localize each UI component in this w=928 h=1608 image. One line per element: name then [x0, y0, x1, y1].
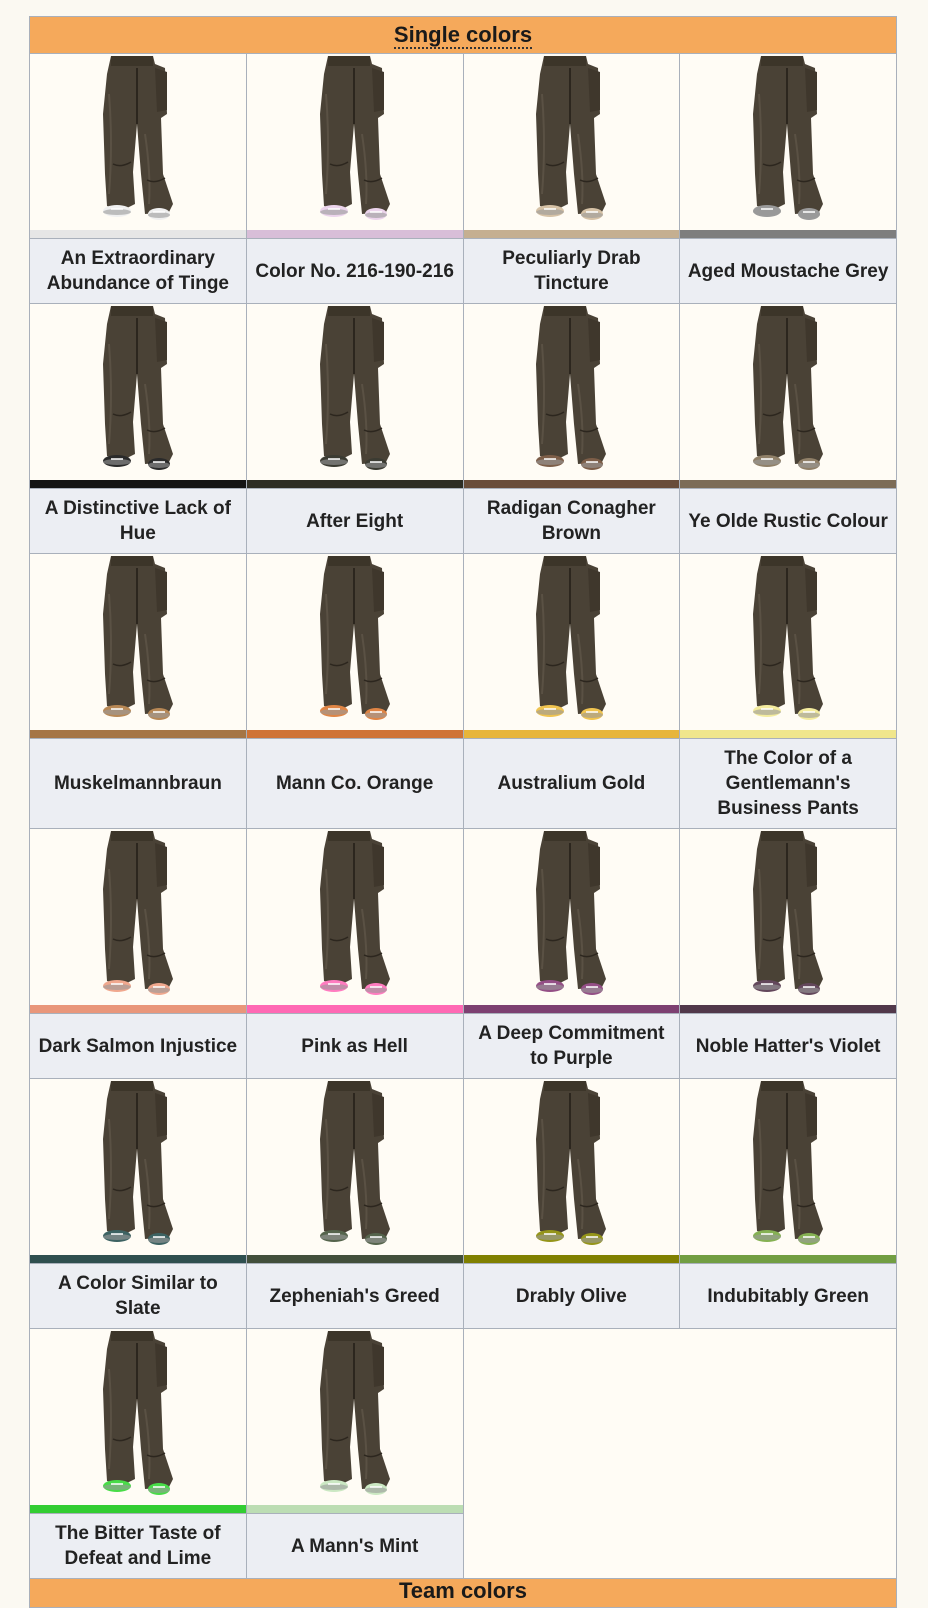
- paint-color-table: [29, 16, 897, 1608]
- paint-image-cell[interactable]: [246, 1079, 463, 1264]
- paint-image-cell[interactable]: [246, 54, 463, 239]
- paint-name-label: Zepheniah's Greed: [246, 1264, 463, 1329]
- paint-image-cell[interactable]: [30, 829, 247, 1014]
- pants-image: [93, 829, 183, 999]
- pants-image: [310, 554, 400, 724]
- paint-image-cell[interactable]: [30, 54, 247, 239]
- next-section-header: [30, 1579, 897, 1608]
- paint-name-label: Peculiarly Drab Tincture: [463, 239, 680, 304]
- paint-image-cell[interactable]: [680, 54, 897, 239]
- paint-image-cell[interactable]: [246, 554, 463, 739]
- color-swatch: [680, 1255, 896, 1263]
- color-swatch: [247, 480, 463, 488]
- paint-name-label: A Distinctive Lack of Hue: [30, 489, 247, 554]
- paint-image-cell[interactable]: [30, 554, 247, 739]
- section-header: [30, 17, 897, 54]
- color-swatch: [680, 730, 896, 738]
- color-swatch: [30, 480, 246, 488]
- paint-image-cell[interactable]: [30, 1079, 247, 1264]
- paint-name-label: A Mann's Mint: [246, 1514, 463, 1579]
- paint-name-label: Indubitably Green: [680, 1264, 897, 1329]
- color-swatch: [30, 1255, 246, 1263]
- pants-image: [310, 829, 400, 999]
- pants-image: [743, 304, 833, 474]
- paint-name-label: Aged Moustache Grey: [680, 239, 897, 304]
- color-swatch: [30, 1505, 246, 1513]
- paint-name-label: A Color Similar to Slate: [30, 1264, 247, 1329]
- paint-image-cell[interactable]: [680, 829, 897, 1014]
- pants-image: [93, 1329, 183, 1499]
- paint-image-cell[interactable]: [463, 829, 680, 1014]
- pants-image: [93, 554, 183, 724]
- color-swatch: [247, 1005, 463, 1013]
- paint-name-label: The Bitter Taste of Defeat and Lime: [30, 1514, 247, 1579]
- label-row: [30, 1264, 897, 1329]
- pants-image: [526, 829, 616, 999]
- color-swatch: [247, 1255, 463, 1263]
- paint-name-label: The Color of a Gentlemann's Business Pants: [680, 739, 897, 829]
- paint-image-cell[interactable]: [246, 829, 463, 1014]
- pants-image: [743, 1079, 833, 1249]
- pants-image: [743, 554, 833, 724]
- section-title[interactable]: Single colors: [393, 22, 533, 47]
- pants-image: [310, 304, 400, 474]
- paint-name-label: An Extraordinary Abundance of Tinge: [30, 239, 247, 304]
- paint-name-label: Australium Gold: [463, 739, 680, 829]
- pants-image: [526, 554, 616, 724]
- color-swatch: [30, 730, 246, 738]
- label-row: [30, 1014, 897, 1079]
- color-swatch: [464, 480, 680, 488]
- paint-image-cell[interactable]: [246, 1329, 463, 1514]
- next-section-title[interactable]: Team colors: [399, 1578, 527, 1603]
- pants-image: [526, 304, 616, 474]
- paint-name-label: Drably Olive: [463, 1264, 680, 1329]
- color-swatch: [247, 730, 463, 738]
- label-row: [30, 739, 897, 829]
- paint-image-cell[interactable]: [30, 304, 247, 489]
- color-swatch: [30, 1005, 246, 1013]
- paint-name-label: A Deep Commitment to Purple: [463, 1014, 680, 1079]
- color-swatch: [464, 730, 680, 738]
- paint-name-label: Mann Co. Orange: [246, 739, 463, 829]
- paint-image-cell[interactable]: [463, 54, 680, 239]
- label-row: [30, 239, 897, 304]
- paint-name-label: Radigan Conagher Brown: [463, 489, 680, 554]
- pants-image: [526, 54, 616, 224]
- image-row: [30, 1329, 897, 1514]
- color-swatch: [680, 1005, 896, 1013]
- pants-image: [310, 1329, 400, 1499]
- pants-image: [310, 54, 400, 224]
- color-swatch: [680, 480, 896, 488]
- paint-image-cell[interactable]: [30, 1329, 247, 1514]
- image-row: [30, 304, 897, 489]
- image-row: [30, 829, 897, 1014]
- color-swatch: [464, 1255, 680, 1263]
- paint-name-label: Noble Hatter's Violet: [680, 1014, 897, 1079]
- paint-name-label: Pink as Hell: [246, 1014, 463, 1079]
- paint-name-label: Color No. 216-190-216: [246, 239, 463, 304]
- pants-image: [93, 54, 183, 224]
- paint-name-label: Muskelmannbraun: [30, 739, 247, 829]
- image-row: [30, 554, 897, 739]
- pants-image: [93, 304, 183, 474]
- paint-image-cell[interactable]: [680, 554, 897, 739]
- paint-name-label: After Eight: [246, 489, 463, 554]
- label-row: [30, 489, 897, 554]
- paint-image-cell[interactable]: [246, 304, 463, 489]
- paint-image-cell[interactable]: [680, 304, 897, 489]
- color-swatch: [247, 230, 463, 238]
- color-swatch: [464, 1005, 680, 1013]
- paint-image-cell[interactable]: [463, 304, 680, 489]
- pants-image: [743, 829, 833, 999]
- image-row: [30, 54, 897, 239]
- image-row: [30, 1079, 897, 1264]
- color-swatch: [680, 230, 896, 238]
- paint-name-label: Ye Olde Rustic Colour: [680, 489, 897, 554]
- pants-image: [526, 1079, 616, 1249]
- color-swatch: [464, 230, 680, 238]
- color-swatch: [247, 1505, 463, 1513]
- paint-image-cell[interactable]: [463, 1079, 680, 1264]
- paint-image-cell[interactable]: [463, 554, 680, 739]
- pants-image: [310, 1079, 400, 1249]
- paint-name-label: Dark Salmon Injustice: [30, 1014, 247, 1079]
- color-swatch: [30, 230, 246, 238]
- empty-cell: [463, 1329, 897, 1579]
- paint-image-cell[interactable]: [680, 1079, 897, 1264]
- pants-image: [93, 1079, 183, 1249]
- pants-image: [743, 54, 833, 224]
